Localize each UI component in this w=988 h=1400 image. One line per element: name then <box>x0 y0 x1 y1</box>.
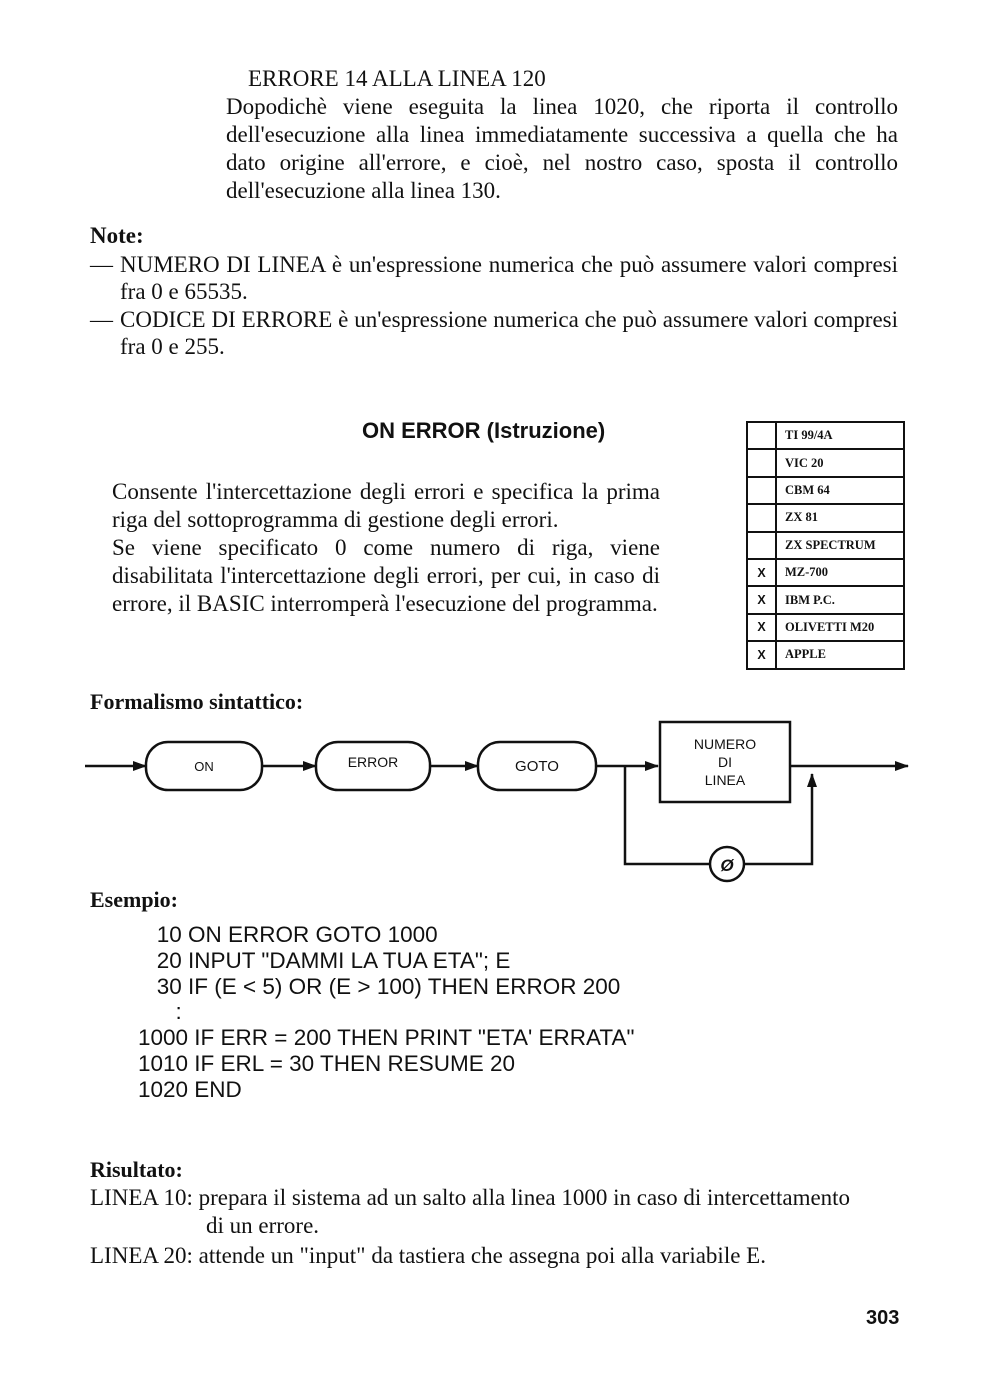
error-message-line: ERRORE 14 ALLA LINEA 120 <box>248 66 546 91</box>
compatibility-mark: X <box>747 586 776 613</box>
note-text: NUMERO DI LINEA è un'espressione numerica che può assumere valori compresi fra 0 e 65535. <box>120 252 898 304</box>
compatibility-table <box>746 421 905 670</box>
compatibility-row <box>747 614 904 641</box>
compatibility-mark: X <box>747 559 776 586</box>
compatibility-row <box>747 422 904 449</box>
compatibility-row <box>747 477 904 504</box>
compatibility-system: OLIVETTI M20 <box>776 614 904 641</box>
compatibility-system: ZX 81 <box>776 504 904 531</box>
result-continuation: di un errore. <box>206 1213 320 1238</box>
code-line: 1020 END <box>138 1076 242 1102</box>
section-title: ON ERROR (Istruzione) <box>362 418 606 443</box>
result-label: LINEA 10: <box>90 1185 193 1210</box>
note-dash: — <box>90 307 113 332</box>
note-item <box>90 251 898 305</box>
compatibility-system: TI 99/4A <box>776 422 904 449</box>
error-token-label: ERROR <box>347 754 399 770</box>
compatibility-system: CBM 64 <box>776 477 904 504</box>
syntax-heading: Formalismo sintattico: <box>90 689 304 714</box>
compatibility-row <box>747 586 904 613</box>
intro-paragraph: Dopodichè viene eseguita la linea 1020, che riporta il controllo dell'esecuzione alla linea immediatamente successiva a quella che ha dato origine all'errore, e cioè, nel nostro caso, sposta il controllo dell'esecuzione alla linea 130. <box>226 94 898 203</box>
example-heading: Esempio: <box>90 887 178 912</box>
bypass-return-arrow <box>744 774 812 864</box>
code-line: 20 INPUT "DAMMI LA TUA ETA"; E <box>138 947 511 973</box>
compatibility-system: MZ-700 <box>776 559 904 586</box>
code-line: 1010 IF ERL = 30 THEN RESUME 20 <box>138 1050 516 1076</box>
code-listing <box>138 922 634 1103</box>
notes-heading: Note: <box>90 223 144 248</box>
box-label-line: LINEA <box>704 772 746 788</box>
compatibility-system: IBM P.C. <box>776 586 904 613</box>
compatibility-row <box>747 559 904 586</box>
result-label: LINEA 20: <box>90 1243 193 1268</box>
zero-node-label: Ø <box>720 856 734 875</box>
compatibility-mark: X <box>747 641 776 668</box>
result-text: attende un "input" da tastiera che assegna poi alla variabile E. <box>198 1243 766 1268</box>
code-line: 10 ON ERROR GOTO 1000 <box>138 922 438 947</box>
compatibility-mark <box>747 449 776 476</box>
goto-token-label: GOTO <box>515 758 559 775</box>
section-description <box>112 478 660 618</box>
compatibility-row <box>747 449 904 476</box>
page-number: 303 <box>866 1307 900 1329</box>
result-text: prepara il sistema ad un salto alla linea 1000 in caso di intercettamento <box>198 1185 851 1210</box>
note-text: CODICE DI ERRORE è un'espressione numerica che può assumere valori compresi fra 0 e 255. <box>120 307 898 359</box>
compatibility-mark <box>747 477 776 504</box>
compatibility-row <box>747 532 904 559</box>
code-line: 30 IF (E < 5) OR (E > 100) THEN ERROR 200 <box>138 973 621 999</box>
compatibility-system: ZX SPECTRUM <box>776 532 904 559</box>
compatibility-mark <box>747 504 776 531</box>
bypass-path <box>625 766 710 864</box>
compatibility-mark <box>747 532 776 559</box>
compatibility-mark <box>747 422 776 449</box>
compatibility-row <box>747 504 904 531</box>
compatibility-system: VIC 20 <box>776 449 904 476</box>
compatibility-row <box>747 641 904 668</box>
result-item <box>90 1242 766 1270</box>
code-line: : <box>138 999 182 1025</box>
box-label-line: DI <box>718 754 732 770</box>
box-label-line: NUMERO <box>693 736 757 752</box>
on-token-label: ON <box>194 759 214 774</box>
note-item <box>90 306 898 360</box>
compatibility-system: APPLE <box>776 641 904 668</box>
description-paragraph: Se viene specificato 0 come numero di riga, viene disabilitata l'intercettazione degli errori, per cui, in caso di errore, il BASIC interromperà l'esecuzione del programma. <box>112 535 660 616</box>
code-line: 1000 IF ERR = 200 THEN PRINT "ETA' ERRATA" <box>138 1025 635 1051</box>
compatibility-mark: X <box>747 614 776 641</box>
description-paragraph: Consente l'intercettazione degli errori e specifica la prima riga del sottoprogramma di gestione degli errori. <box>112 479 660 532</box>
syntax-diagram <box>80 712 920 892</box>
result-item <box>90 1184 850 1212</box>
result-heading: Risultato: <box>90 1157 183 1182</box>
note-dash: — <box>90 252 113 277</box>
